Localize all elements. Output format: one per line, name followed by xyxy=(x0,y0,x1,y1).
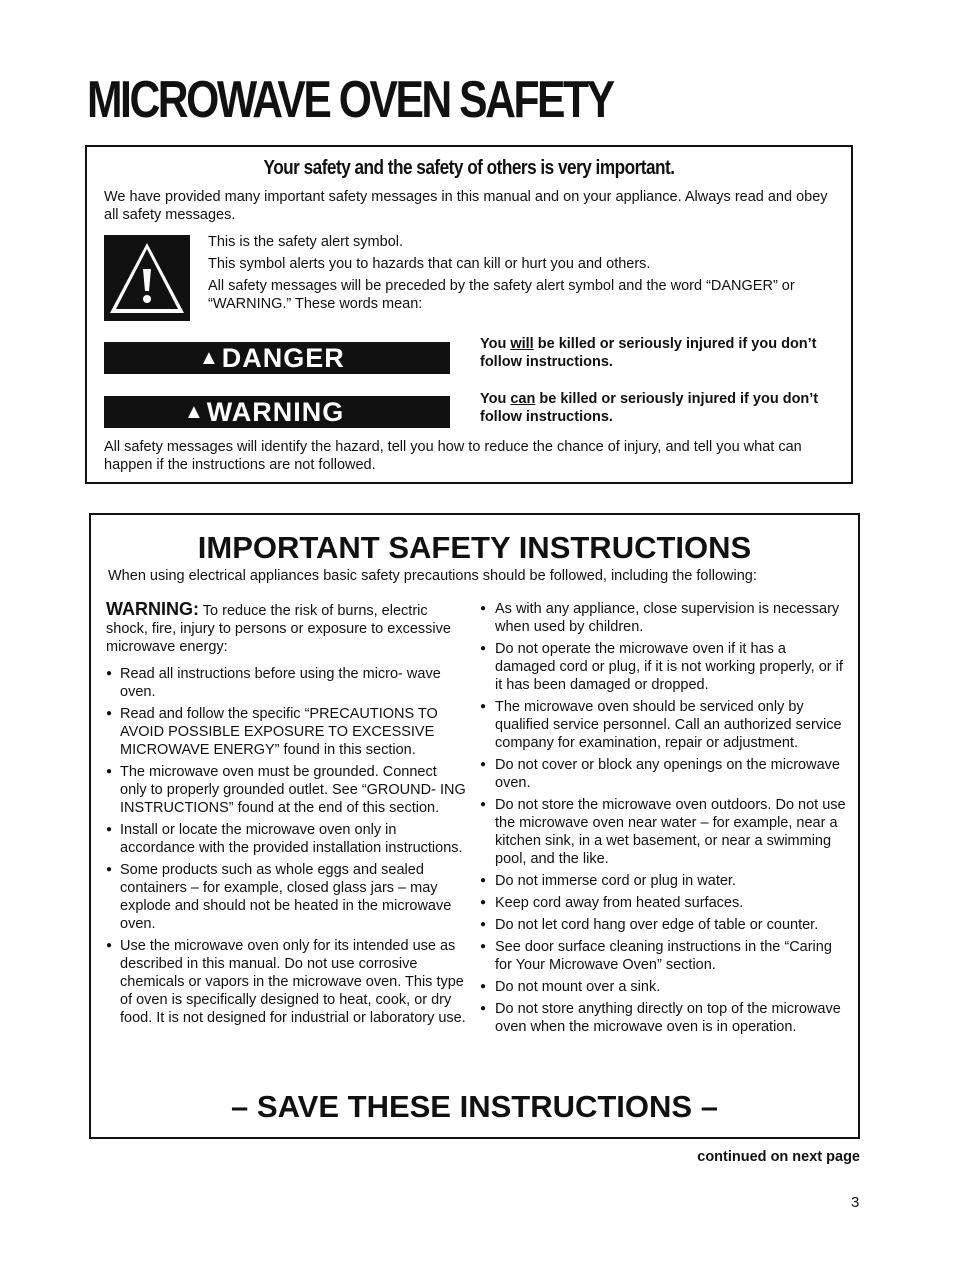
warning-meaning-pre: You xyxy=(480,391,511,407)
list-item: ● Read all instructions before using the micro- wave oven. xyxy=(106,665,466,701)
alert-line: This symbol alerts you to hazards that can kill or hurt you and others. xyxy=(208,256,651,272)
list-item: ● Install or locate the microwave oven only in accordance with the provided installation instructions. xyxy=(106,821,466,857)
warning-signal-word xyxy=(104,396,450,428)
list-item: ● Do not cover or block any openings on the microwave oven. xyxy=(480,756,850,792)
continued-note: continued on next page xyxy=(697,1149,860,1165)
list-item: ● Some products such as whole eggs and sealed containers – for example, closed glass jars – may explode and should not be heated in the microwave oven. xyxy=(106,861,466,933)
warning-meaning-emphasis: can xyxy=(510,391,536,407)
warning-label: WARNING: xyxy=(106,599,199,619)
warning-label: WARNING xyxy=(206,396,345,427)
instructions-heading: IMPORTANT SAFETY INSTRUCTIONS xyxy=(197,530,752,565)
danger-meaning-pre: You xyxy=(480,336,511,352)
alert-explanation xyxy=(208,233,838,317)
safety-closing: All safety messages will identify the hazard, tell you how to reduce the chance of injury, and tell you what can happen if the instructions are not followed. xyxy=(104,439,802,473)
warning-paragraph xyxy=(106,600,466,656)
page-title: MICROWAVE OVEN SAFETY xyxy=(87,71,613,129)
save-instructions-banner: – SAVE THESE INSTRUCTIONS – xyxy=(231,1089,718,1124)
list-item: ● Do not immerse cord or plug in water. xyxy=(480,872,850,890)
list-item: ● Read and follow the specific “PRECAUTIONS TO AVOID POSSIBLE EXPOSURE TO EXCESSIVE MICROWAVE ENERGY” found in this section. xyxy=(106,705,466,759)
danger-meaning-post: be killed or seriously injured if you don’t follow instructions. xyxy=(480,336,817,370)
instructions-left-column xyxy=(106,600,466,1031)
list-item: ● See door surface cleaning instructions in the “Caring for Your Microwave Oven” section. xyxy=(480,938,850,974)
list-item: ● Do not let cord hang over edge of table or counter. xyxy=(480,916,850,934)
warning-triangle-icon: ▲ xyxy=(184,400,205,423)
list-item: ● Do not store the microwave oven outdoors. Do not use the microwave oven near water – for example, near a kitchen sink, in a wet basement, or near a swimming pool, and the like. xyxy=(480,796,850,868)
alert-line: All safety messages will be preceded by the safety alert symbol and the word “DANGER” or “WARNING.” These words mean: xyxy=(208,278,795,312)
important-instructions-box xyxy=(89,513,860,1139)
list-item: ● Do not operate the microwave oven if it has a damaged cord or plug, if it is not working properly, or if it has been damaged or dropped. xyxy=(480,640,850,694)
safety-alert-icon xyxy=(104,235,190,321)
list-item: ● As with any appliance, close supervision is necessary when used by children. xyxy=(480,600,850,636)
list-item: ● Keep cord away from heated surfaces. xyxy=(480,894,850,912)
list-item: ● Use the microwave oven only for its intended use as described in this manual. Do not use corrosive chemicals or vapors in the microwave oven. This type of oven is specifically designed to heat, cook, or dry food. It is not designed for industrial or laboratory use. xyxy=(106,937,466,1027)
warning-meaning-post: be killed or seriously injured if you don’t follow instructions. xyxy=(480,391,819,425)
list-item: ● The microwave oven should be serviced only by qualified service personnel. Call an authorized service company for examination, repair or adjustment. xyxy=(480,698,850,752)
danger-label: DANGER xyxy=(221,342,345,373)
warning-meaning xyxy=(480,390,850,426)
list-item: ● Do not store anything directly on top of the microwave oven when the microwave oven is in operation. xyxy=(480,1000,850,1036)
safety-intro: We have provided many important safety messages in this manual and on your appliance. Always read and obey all safety messages. xyxy=(104,189,828,223)
warning-triangle-icon: ▲ xyxy=(199,346,220,369)
safety-heading: Your safety and the safety of others is very important. xyxy=(263,157,675,179)
instructions-right-column xyxy=(480,600,850,1040)
safety-message-box xyxy=(85,145,853,484)
warning-text: To reduce the risk of burns, electric shock, fire, injury to persons or exposure to excessive microwave energy: xyxy=(106,603,451,655)
page-number: 3 xyxy=(851,1194,860,1211)
danger-signal-word xyxy=(104,342,450,374)
alert-line: This is the safety alert symbol. xyxy=(208,234,404,250)
instructions-intro: When using electrical appliances basic safety precautions should be followed, including the following: xyxy=(108,568,757,584)
list-item: ● Do not mount over a sink. xyxy=(480,978,850,996)
danger-meaning xyxy=(480,335,850,371)
danger-meaning-emphasis: will xyxy=(510,336,534,352)
list-item: ● The microwave oven must be grounded. Connect only to properly grounded outlet. See “GROUND- ING INSTRUCTIONS” found at the end of this section. xyxy=(106,763,466,817)
